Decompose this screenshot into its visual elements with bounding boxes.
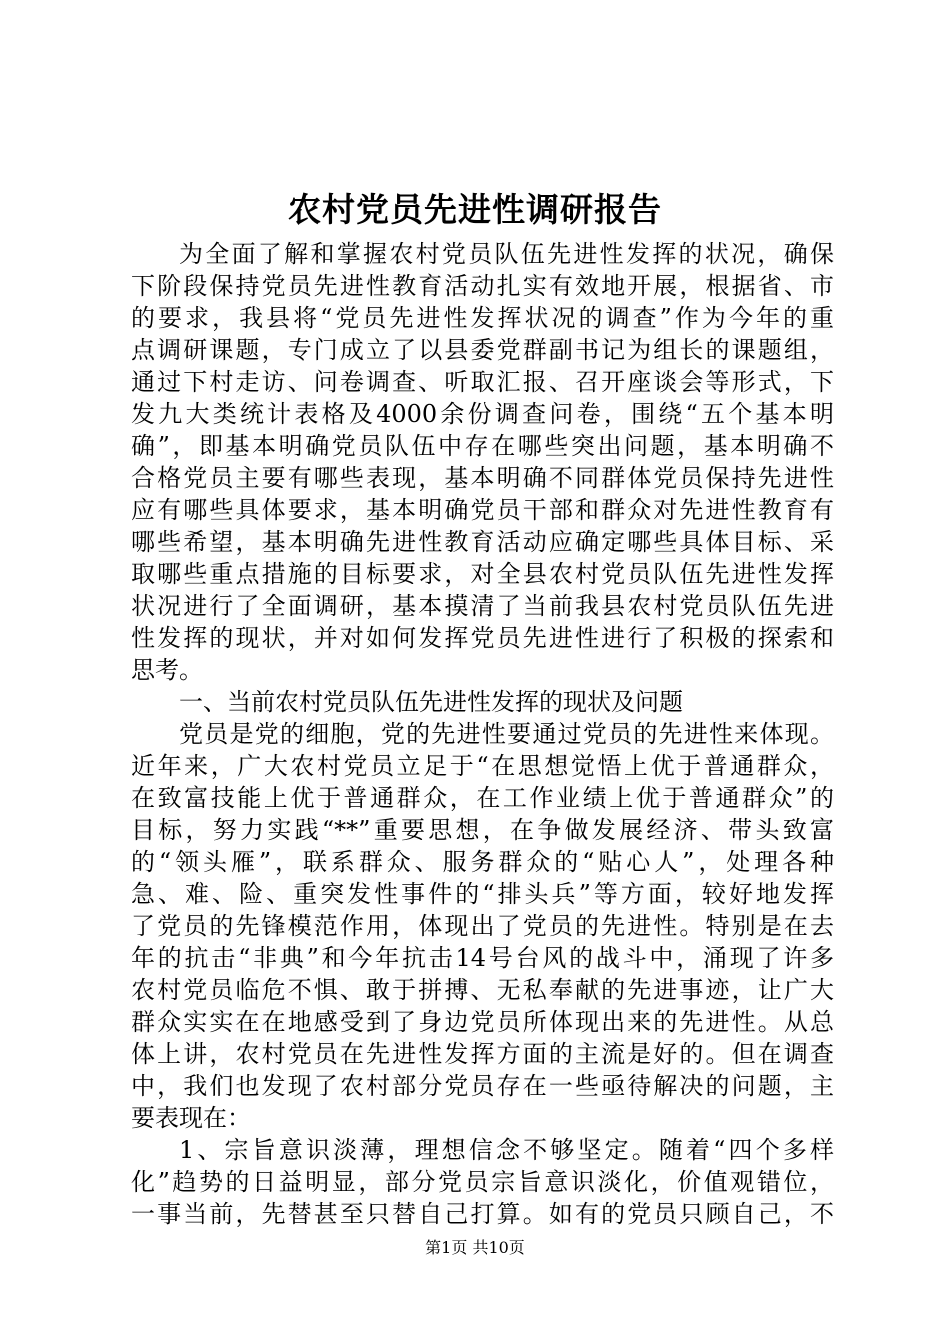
text-line: 了党员的先锋模范作用，体现出了党员的先进性。特别是在去 (131, 912, 834, 940)
text-line: 通过下村走访、问卷调查、听取汇报、召开座谈会等形式，下 (131, 368, 834, 396)
text-line: 群众实实在在地感受到了身边党员所体现出来的先进性。从总 (131, 1008, 834, 1036)
page-footer: 第1页 共10页 (425, 1238, 525, 1257)
section-heading: 一、当前农村党员队伍先进性发挥的现状及问题 (179, 688, 683, 716)
text-line: 性发挥的现状，并对如何发挥党员先进性进行了积极的探索和 (131, 624, 834, 652)
text-line: 在致富技能上优于普通群众，在工作业绩上优于普通群众”的 (131, 784, 834, 812)
text-line: 哪些希望，基本明确先进性教育活动应确定哪些具体目标、采 (131, 528, 834, 556)
text-line: 的“领头雁”，联系群众、服务群众的“贴心人”，处理各种 (131, 848, 834, 876)
text-line: 应有哪些具体要求，基本明确党员干部和群众对先进性教育有 (131, 496, 834, 524)
text-line: 年的抗击“非典”和今年抗击14号台风的战斗中，涌现了许多 (131, 944, 834, 972)
text-line: 为全面了解和掌握农村党员队伍先进性发挥的状况，确保 (179, 240, 834, 268)
text-line: 确”，即基本明确党员队伍中存在哪些突出问题，基本明确不 (131, 432, 834, 460)
text-line: 点调研课题，专门成立了以县委党群副书记为组长的课题组， (131, 336, 834, 364)
text-line: 目标，努力实践“**”重要思想，在争做发展经济、带头致富 (131, 816, 834, 844)
text-line: 体上讲，农村党员在先进性发挥方面的主流是好的。但在调查 (131, 1040, 834, 1068)
text-line: 1、宗旨意识淡薄，理想信念不够坚定。随着“四个多样 (179, 1136, 834, 1164)
text-line: 要表现在： (131, 1104, 251, 1132)
text-line: 思考。 (131, 656, 203, 684)
text-line: 党员是党的细胞，党的先进性要通过党员的先进性来体现。 (179, 720, 834, 748)
text-line: 急、难、险、重突发性事件的“排头兵”等方面，较好地发挥 (131, 880, 834, 908)
text-line: 发九大类统计表格及4000余份调查问卷，围绕“五个基本明 (131, 400, 834, 428)
text-line: 中，我们也发现了农村部分党员存在一些亟待解决的问题，主 (131, 1072, 834, 1100)
text-line: 状况进行了全面调研，基本摸清了当前我县农村党员队伍先进 (131, 592, 834, 620)
text-line: 近年来，广大农村党员立足于“在思想觉悟上优于普通群众， (131, 752, 834, 780)
text-line: 一事当前，先替甚至只替自己打算。如有的党员只顾自己，不 (131, 1200, 834, 1228)
document-body (131, 238, 834, 1230)
text-line: 下阶段保持党员先进性教育活动扎实有效地开展，根据省、市 (131, 272, 834, 300)
text-line: 取哪些重点措施的目标要求，对全县农村党员队伍先进性发挥 (131, 560, 834, 588)
document-title: 农村党员先进性调研报告 (288, 190, 662, 229)
text-line: 化”趋势的日益明显，部分党员宗旨意识淡化，价值观错位， (131, 1168, 834, 1196)
text-line: 合格党员主要有哪些表现，基本明确不同群体党员保持先进性 (131, 464, 834, 492)
text-line: 农村党员临危不惧、敢于拼搏、无私奉献的先进事迹，让广大 (131, 976, 834, 1004)
text-line: 的要求，我县将“党员先进性发挥状况的调查”作为今年的重 (131, 304, 834, 332)
